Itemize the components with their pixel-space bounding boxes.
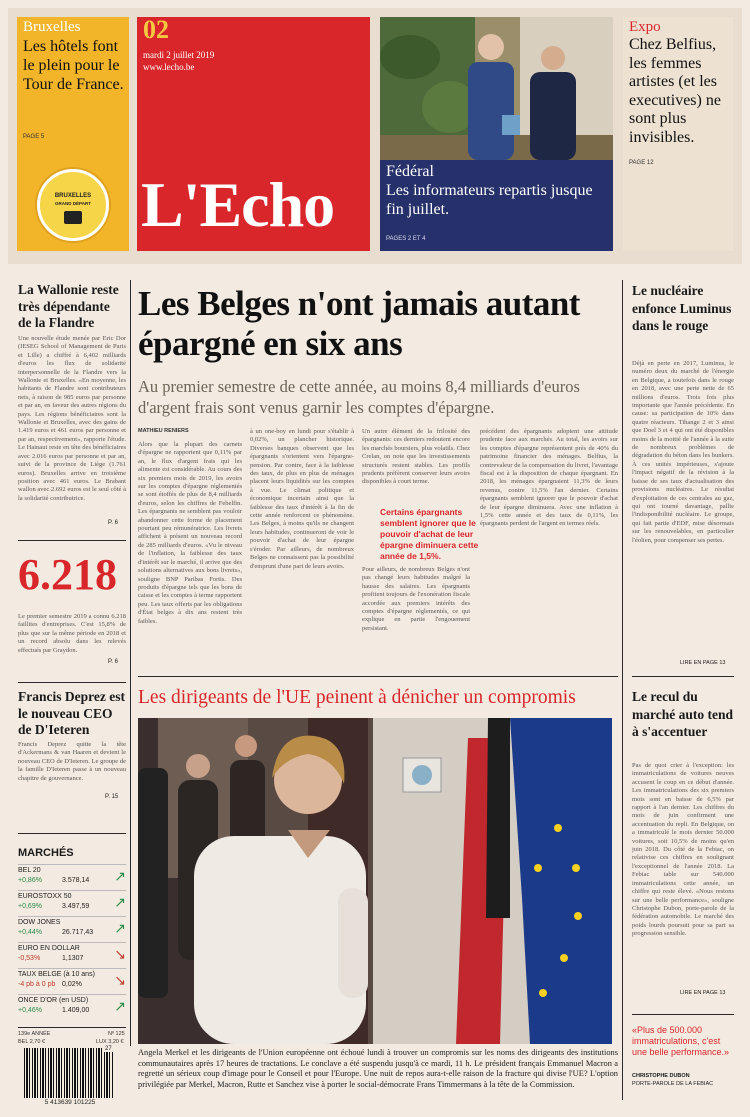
- right-divider-2: [632, 1014, 734, 1015]
- photo-leaf-1: [380, 35, 440, 79]
- teaser-category: Fédéral: [386, 163, 434, 180]
- deprez-title[interactable]: Francis Deprez est le nouveau CEO de D'Ieteren: [18, 689, 125, 737]
- barcode-digits: 5 413639 101225: [18, 1099, 122, 1106]
- market-change: +0,44%: [18, 929, 42, 936]
- auto-title[interactable]: Le recul du marché auto tend à s'accentuer: [632, 689, 733, 739]
- lecho-logo: L'Echo: [141, 169, 335, 240]
- quote-author: CHRISTOPHE DUBON: [632, 1073, 690, 1079]
- market-value: 3.497,59: [62, 903, 90, 910]
- market-change: +0,86%: [18, 877, 42, 884]
- informateurs-photo: [380, 17, 613, 160]
- teaser-text: Chez Belfius, les femmes artistes (et les executives) ne sont plus invisibles.: [629, 36, 721, 146]
- site-url[interactable]: www.lecho.be: [143, 62, 195, 72]
- left-divider-1: [18, 540, 126, 541]
- main-headline[interactable]: Les Belges n'ont jamais autant épargné en six ans: [138, 284, 580, 363]
- eu-summit-photo: [138, 718, 612, 1044]
- article-col-3b: Pour ailleurs, de nombreux Belges n'ont pas changé leurs habitudes malgré la hausse des salaires. Les épargnants profitent toujours de l'exonération fiscale accordée aux premiers intérêts des comptes d'épargne réglementés, ce qui explique en partie l'engouement persistant.: [362, 566, 470, 632]
- deprez-page-ref: P. 15: [105, 794, 119, 800]
- badge-line2: GRAND DÉPART: [55, 201, 91, 206]
- byline: MATHIEU RENIERS: [138, 428, 189, 434]
- bg-person-1-head: [186, 754, 210, 778]
- left-divider-3: [18, 833, 126, 834]
- nucleaire-page-ref: LIRE EN PAGE 13: [680, 660, 726, 666]
- market-change: +0,46%: [18, 1007, 42, 1014]
- issue-date: mardi 2 juillet 2019: [143, 50, 215, 60]
- main-subheadline: Au premier semestre de cette année, au moins 8,4 milliards d'euros d'argent frais sont venus garnir les comptes d'épargne.: [138, 377, 580, 417]
- person1-body: [468, 62, 514, 160]
- quote-role: PORTE-PAROLE DE LA FEBIAC: [632, 1081, 714, 1087]
- folder: [502, 115, 520, 135]
- photo-logo: [412, 765, 432, 785]
- flag-star-4: [560, 954, 568, 962]
- market-row[interactable]: [18, 890, 126, 913]
- market-row[interactable]: [18, 916, 126, 939]
- arrow-down-icon: ↘: [114, 972, 126, 988]
- nucleaire-title[interactable]: Le nucléaire enfonce Luminus dans le rouge: [632, 283, 732, 333]
- left-divider-2: [18, 682, 126, 683]
- masthead: [137, 17, 370, 251]
- tour-de-france-badge: [37, 169, 109, 241]
- market-change: -0,53%: [18, 955, 41, 962]
- teaser-text: Les hôtels font le plein pour le Tour de France.: [23, 38, 124, 93]
- big-number-body-text: Le premier semestre 2019 a connu 6.218 faillites d'entreprises. C'est 15,8% de plus que sur la même période en 2018 et un record absolu dans les relevés effectués par Graydon.: [18, 613, 126, 654]
- teaser-federal[interactable]: [380, 17, 613, 251]
- column-rule-left: [130, 280, 131, 1046]
- wallonie-title[interactable]: La Wallonie reste très dépendante de la Flandre: [18, 282, 119, 330]
- edition-year: 139e ANNÉE: [18, 1031, 51, 1037]
- teaser-page: PAGE 5: [23, 134, 45, 140]
- article-col-3: Un autre élément de la frilosité des épargnants: ces derniers redoutent encore les marchés boursiers, plus volatils. Chez Crelan, on note que les investissements structurés restent stables. Les profils prudents préfèrent conserver leurs avoirs disponibles à court terme.: [362, 428, 470, 486]
- teaser-category: Expo: [629, 19, 661, 35]
- market-value: 3.578,14: [62, 877, 90, 884]
- market-change: -4 pb à 0 pb: [18, 981, 56, 988]
- market-name: TAUX BELGE (à 10 ans): [18, 971, 95, 978]
- flag-star-5: [539, 989, 547, 997]
- auto-body-text: Pas de quoi crier à l'exception: les immatriculations de voitures neuves accusent le coup en ce début d'année. Les immatriculations des six premiers mois sont en baisse de 6,5% par rapport à l'an dernier. Les chiffres du mois de juin confirment une accentuation du repli. En Belgique, on a immatriculé le mois dernier 50.000 voitures, soit 10,5% de moins qu'en juin 2018. Du côté de la Febiac, on relativise ces chiffres en soulignant l'exceptionnel de l'année 2018. La Febiac table sur 540.000 immatriculations cette année, un chiffre qui reste élevé. «Nous restons sur une belle performance», souligne Christophe Dubon, porte-parole de la fédération automobile. Le marché des poids lourds poursuit pour sa part sa progression sensible.: [632, 762, 734, 938]
- right-divider-1: [632, 676, 734, 677]
- person2-head: [541, 46, 565, 70]
- left-divider-4: [18, 1027, 126, 1028]
- price-lux: LUX 3,20 €: [96, 1039, 124, 1045]
- market-name: BEL 20: [18, 867, 41, 874]
- price-bel: BEL 2,70 €: [18, 1039, 46, 1045]
- flag-star-6: [534, 864, 542, 872]
- wallonie-page-ref: P. 6: [108, 520, 118, 526]
- market-value: 1.409,00: [62, 1007, 90, 1014]
- big-number-page-ref: P. 6: [108, 659, 118, 665]
- market-row[interactable]: [18, 994, 126, 1017]
- bg-person-3-head: [235, 735, 257, 757]
- markets-title: MARCHÉS: [18, 847, 74, 859]
- eu-caption: Angela Merkel et les dirigeants de l'Union européenne ont échoué lundi à trouver un compromis sur les noms des dirigeants des institutions communautaires après 17 heures de tractations. Le conclave a été suspendu jusqu'à ce mardi, 11 h. Le président français Emmanuel Macron a regretté un sérieux coup d'image pour le Conseil et pour l'Europe. Une nuit de repos aura-t-elle raison de la fracture qui divise l'UE? L'option privilégiée par Merkel, Macron, Rutte et Sanchez vise à porter le social-démocrate Frans Timmermans à la tête de la Commission.: [138, 1048, 618, 1089]
- pullquote: Certains épargnants semblent ignorer que le pouvoir d'achat de leur épargne diminuera cette année de 1,5%.: [380, 507, 479, 561]
- market-row[interactable]: [18, 942, 126, 965]
- arrow-up-icon: ↗: [114, 998, 126, 1014]
- market-value: 0,02%: [62, 981, 82, 988]
- teaser-expo[interactable]: [623, 17, 733, 251]
- person1-head: [478, 34, 504, 60]
- febiac-quote: «Plus de 500.000 immatriculations, c'est une belle performance.»: [632, 1025, 730, 1057]
- teaser-bruxelles[interactable]: [17, 17, 129, 251]
- wallonie-body-text: Une nouvelle étude menée par Eric Dor (IESEG School of Management de Paris et Lille) a chiffré à 6,402 milliards d'euros les flux de solidarité interpersonnelle de la Flandre vers la Wallonie et Bruxelles. «En moyenne, les habitants de Flandre sont contributeurs nets, à raison de 985 euros par personne et par an, en faveur des autres régions du pays. Les régions bénéficiaires sont la Wallonie et Bruxelles, avec des gains de 1.419 euros et 461 euros par personne et par an, respectivement», rapporte l'étude. Le Hainaut reste en tête des bénéficiaires avec 2.016 euros par personne et par an, suivi de la province de Liège (1.761 euros). Bruxelles arrive en troisième position avec 461 euros. Le Brabant wallon avec 2.692 euros est le seul côté à la solidarité contributrice.: [18, 335, 126, 502]
- article-col-2: à un one-boy en lundi pour s'établir à 0,02%, un plancher historique. Diverses banques observent que les épargnants s'orientent vers l'épargne-pension. Par contre, face à la faiblesse des taux, de plus en plus de ménages placent leurs liquidités sur les comptes à vue. Le climat politique et économique incertain ainsi que la faiblesse des taux d'intérêt à la fin de cette année renforcent ce phénomène. Les Belges, à moins qu'ils ne changent leurs habitudes, continueront de voir le pouvoir d'achat de leur épargne s'éroder. Par ailleurs, de nombreux Belges ne connaissent pas la possibilité d'emprunt d'une part de leurs avoirs.: [250, 428, 354, 570]
- teaser-category: Bruxelles: [23, 19, 81, 35]
- big-number: 6.218: [18, 550, 117, 599]
- badge-emblem-icon: [64, 211, 82, 224]
- market-change: +0,69%: [18, 903, 42, 910]
- barcode-week: 27: [105, 1046, 112, 1052]
- edition-number: Nº 125: [108, 1031, 125, 1037]
- market-value: 26.717,43: [62, 929, 94, 936]
- nucleaire-body-text: Déjà en perte en 2017, Luminus, le numéro deux du marché de l'énergie en Belgique, a toutefois dans le rouge en 2018, avec une perte nette de 65 millions d'euros. Trois fois plus importante que l'année précédente. En cause: sa participation de 10% dans quatre réacteurs. Tihange 2 et 3 ainsi que Doel 3 et 4 qui ont été disponibles moins de la moitié de l'année à la suite de nombreux problèmes de dégradation du béton dans les bunkers. À ces unités impérieuses, s'ajoute l'impact négatif de la révision à la baisse de ses taux d'actualisation des provisions nucléaires. Le résultat d'exploitation de ces centrales au gaz, qui ont tourné davantage, pallie l'indisponibilité nucléaire. Le groupe, qui fait partie d'EDF, mise désormais sur les renouvelables, en particulier l'éolien, pour compenser ses pertes.: [632, 360, 734, 544]
- arrow-up-icon: ↗: [114, 894, 126, 910]
- merkel-arm: [338, 888, 368, 998]
- person2-body: [530, 72, 576, 160]
- arrow-down-icon: ↘: [114, 946, 126, 962]
- eu-headline[interactable]: Les dirigeants de l'UE peinent à dénicher un compromis: [138, 687, 576, 708]
- column-rule-right: [622, 280, 623, 1100]
- article-col-4: précédent des épargnants adoptent une attitude prudente face aux marchés. Au total, les avoirs sur les comptes d'épargne représentent près de 40% du patrimoine financier des ménages. Belfius, la contrevaleur de la compensation du livret, l'avantage fiscal est à la disposition de chaque épargnant. En 2018, les ménages épargnaient 11,3% de leurs revenus, contre 11,5% l'an dernier. Certains épargnants semblent ignorer que le pouvoir d'achat de leur épargne diminuera. Avec une inflation à 1,5% cette année et des taux de 0,11%, les épargnants perdent de l'argent en termes réels.: [480, 428, 618, 528]
- bg-person-2-body: [138, 768, 168, 998]
- arrow-up-icon: ↗: [114, 920, 126, 936]
- article-col-1: Alors que la plupart des carnets d'épargne ne rapportent que 0,11% par an, le flux d'argent frais qui les alimente est considérable. Au cours des six premiers mois de 2019, les avoirs sur les comptes d'épargne réglementés se sont étoffés de plus de 8,4 milliards d'euros, selon les chiffres de Febelfin. Les épargnants ne semblent pas vouloir abandonner cette forme de placement pourtant peu rémunératrice. Les livrets affichent à présent un nouveau record de 285 milliards d'euros. «Vu le niveau de l'inflation, la faiblesse des taux d'intérêt sur le marché, il arrive que des solutions alternatives aux bons livrets», souligne BNP Paribas Fortis. Des produits d'épargne tels que les bons de caisse et les comptes à terme rapportent peu. Les taux offerts par les obligations d'État belges à dix ans restent très faibles.: [138, 441, 242, 625]
- teaser-page: PAGES 2 ET 4: [386, 236, 426, 242]
- market-value: 1,1307: [62, 955, 84, 962]
- issue-number: 02: [143, 15, 169, 44]
- center-divider: [138, 676, 618, 677]
- flag-star-3: [574, 912, 582, 920]
- barcode: [24, 1048, 114, 1098]
- flag-black: [486, 718, 510, 918]
- market-row[interactable]: [18, 968, 126, 991]
- teaser-page: PAGE 12: [629, 160, 654, 166]
- badge-line1: BRUXELLES: [54, 193, 92, 199]
- arrow-up-icon: ↗: [114, 868, 126, 884]
- teaser-text: Les informateurs repartis jusque fin juillet.: [386, 182, 593, 218]
- flag-star-2: [572, 864, 580, 872]
- auto-page-ref: LIRE EN PAGE 13: [680, 990, 726, 996]
- market-name: EUROSTOXX 50: [18, 893, 72, 900]
- market-name: ONCE D'OR (en USD): [18, 997, 89, 1004]
- market-name: EURO EN DOLLAR: [18, 945, 80, 952]
- market-row[interactable]: [18, 864, 126, 887]
- deprez-body-text: Francis Deprez quitte la tête d'Ackermans & van Haaren et devient le nouveau CEO de D'Ieteren. Le groupe de la famille D'Ieteren passe à un nouveau chapitre de gouvernance.: [18, 741, 126, 782]
- flag-star-1: [554, 824, 562, 832]
- market-name: DOW JONES: [18, 919, 61, 926]
